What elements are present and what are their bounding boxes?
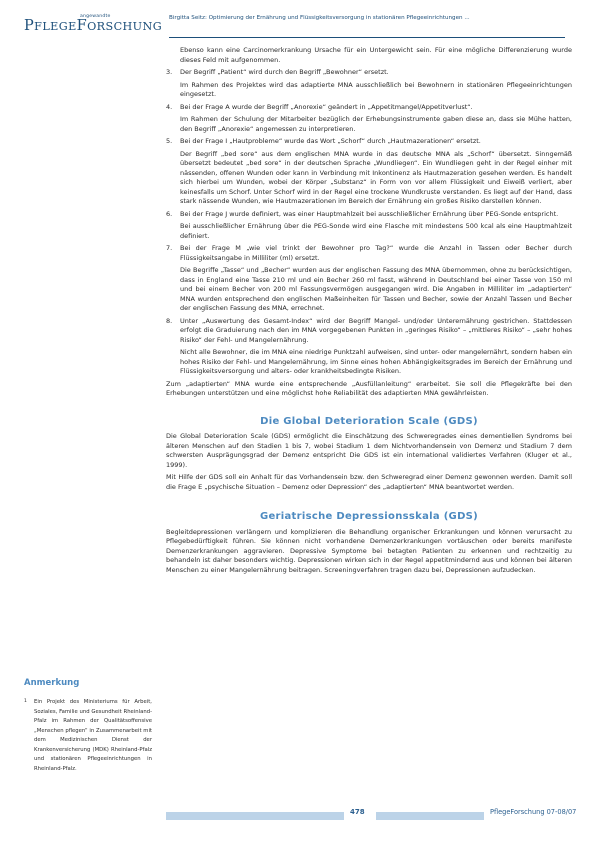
item-explanation: Bei ausschließlicher Ernährung über die PEG-Sonde wird eine Flasche mit mindestens 500 kcal als eine Hauptmahlzeit definiert. [180,222,572,240]
main-column [166,46,572,578]
item-explanation: Im Rahmen der Schulung der Mitarbeiter bezüglich der Erhebungsinstrumente gaben diese an, dass sie Mühe hatten, den Begriff „Anorexie“ angemessen zu interpretieren. [180,115,572,133]
list-item: 5. Bei der Frage I „Hautprobleme“ wurde das Wort „Schorf“ durch „Hautmazerationen“ ersetzt. Der Begriff „bed sore“ aus dem englischen MNA wurde in das deutsche MNA als „Schorf“ übersetzt. Sinngemäß übersetzt bedeutet „bed sore“ in der deutschen Sprache „Wundliegen“. Ein Wundliegen geht in der Regel einher mit nässenden, offenen Wunden oder kann in Verbindung mit Inkontinenz als Hautmazeration gesehen werden. Es handelt sich hierbei um Wunden, wobei der Körper „Substanz“ in Form von vor allem Flüssigkeit und Eiweiß verliert, aber keinesfalls um Schorf. Unter Schorf wird in der Regel eine trockene Wundkruste verstanden. Es liegt auf der Hand, dass stark nässende Wunden, wie Hautmazerationen im Bereich der Ernährung ein großes Risiko darstellen können. [166,137,572,205]
depression-paragraph: Begleitdepressionen verlängern und komplizieren die Behandlung organischer Erkrankungen und können verursacht zu Pflegebedürftigkeit führen. Sie können nicht vorhandene Demenzerkrankungen vortäuschen oder bereits manifeste Demenzerkrankungen aggravieren. Depressive Symptome bei betagten Patienten zu erkennen und rechtzeitig zu behandeln ist daher besonders wichtig. Depressionen wirken sich in der Regel appetitmindernd aus und können bei älteren Menschen zu einer Mangelernährung beitragen. Screeningverfahren tragen dazu bei, Depressionen aufzudecken. [166,527,572,574]
logo-subtitle: angewandte [80,14,111,19]
logo-wordmark: PFLEGEFORSCHUNG [24,18,163,34]
footnote [24,698,152,774]
item-statement: Der Begriff „Patient“ wird durch den Begriff „Bewohner“ ersetzt. [180,68,389,76]
journal-issue: PflegeForschung 07-08/07 [490,808,577,816]
list-item: 6. Bei der Frage J wurde definiert, was einer Hauptmahlzeit bei ausschließlicher Ernährung über PEG-Sonde entspricht. Bei ausschließlicher Ernährung über die PEG-Sonde wird eine Flasche mit mindestens 500 kcal als eine Hauptmahlzeit definiert. [166,209,572,240]
footnote-text: Ein Projekt des Ministeriums für Arbeit, Soziales, Familie und Gesundheit Rheinland-Pfalz im Rahmen der Qualitätsoffensive „Menschen pflegen“ in Zusammenarbeit mit dem Medizinischen Dienst der Krankenversicherung (MDK) Rheinland-Pfalz und stationären Pflegeeinrichtungen in Rheinland-Pfalz. [34,699,152,772]
item-explanation: Die Begriffe „Tasse“ und „Becher“ wurden aus der englischen Fassung des MNA übernommen, ohne zu berücksichtigen, dass in England eine Tasse 210 ml und ein Becher 260 ml fasst, während in Deutschland bei einer Tasse von 150 ml und bei einem Becher von 200 ml Fassungsvermögen ausgegangen wird. Die Angaben in Milliliter im „adaptierten“ MNA wurden entsprechend den englischen Maßeinheiten für Tassen und Becher, sowie der Anzahl Tassen und Becher der englischen Fassung des MNA, errechnet. [180,266,572,312]
list-item: 4. Bei der Frage A wurde der Begriff „Anorexie“ geändert in „Appetitmangel/Appetitverlust“. Im Rahmen der Schulung der Mitarbeiter bezüglich der Erhebungsinstrumente gaben diese an, dass sie Mühe hatten, den Begriff „Anorexie“ angemessen zu interpretieren. [166,102,572,133]
page-number: 478 [350,808,365,816]
running-head-bar [169,15,565,38]
list-item: 3. Der Begriff „Patient“ wird durch den Begriff „Bewohner“ ersetzt. Im Rahmen des Projektes wird das adaptierte MNA ausschließlich bei Bewohnern in stationären Pflegeeinrichtungen eingesetzt. [166,68,572,98]
section-heading-depression: Geriatrische Depressionsskala (GDS) [259,511,479,522]
item-statement: Bei der Frage A wurde der Begriff „Anorexie“ geändert in „Appetitmangel/Appetitverlust“. [180,102,473,111]
item-statement: Unter „Auswertung des Gesamt-Index“ wird der Begriff Mangel- und/oder Unterernährung gestrichen. Stattdessen erfolgt die Graduierung nach den im MNA vorgegebenen Punkten in „geringes Risiko“ – „mittleres Risiko“ – „sehr hohes Risiko“ der Fehl- und Mangelernährung. [180,316,572,344]
item-explanation: Im Rahmen des Projektes wird das adaptierte MNA ausschließlich bei Bewohnern in stationären Pflegeeinrichtungen eingesetzt. [180,80,572,98]
journal-logo [24,14,164,42]
item-explanation: Nicht alle Bewohner, die im MNA eine niedrige Punktzahl aufweisen, sind unter- oder mangelernährt, sondern haben ein hohes Risiko der Fehl- und Mangelernährung, im Sinne eines hohen Abhängigkeitsgrades im Bereich der Ernährung und Flüssigkeitsversorgung und alters- oder krankheitsbedingte Risiken. [180,348,572,375]
footer-bar-left [166,812,344,820]
section-heading-gds: Die Global Deterioration Scale (GDS) [260,415,478,427]
sidebar-note [24,678,152,774]
closing-paragraph: Zum „adaptierten“ MNA wurde eine entsprechende „Ausfüllanleitung“ erarbeitet. Sie soll die Pflegekräfte bei den Erhebungen unterstützen und eine möglichst hohe Reliabilität des adaptierten MNA gewährleisten. [166,379,572,397]
item-statement: Bei der Frage M „wie viel trinkt der Bewohner pro Tag?“ wurde die Anzahl in Tassen oder Becher durch Flüssigkeitsangabe in Milliliter (ml) ersetzt. [180,244,572,262]
sidebar-title: Anmerkung [24,678,80,688]
item-statement: Bei der Frage I „Hautprobleme“ wurde das Wort „Schorf“ durch „Hautmazerationen“ ersetzt. [180,137,481,145]
running-head: Birgitta Seitz: Optimierung der Ernährung und Flüssigkeitsversorgung in stationären Pflegeeinrichtungen ... [169,15,470,21]
page-header [0,0,595,46]
page-footer [0,806,595,832]
footer-bar-right [376,812,484,820]
intro-paragraph: Ebenso kann eine Carcinomerkrankung Ursache für ein Untergewicht sein. Für eine mögliche Differenzierung wurde dieses Feld mit aufgenommen. [180,46,572,64]
list-item: 7. Bei der Frage M „wie viel trinkt der Bewohner pro Tag?“ wurde die Anzahl in Tassen oder Becher durch Flüssigkeitsangabe in Milliliter (ml) ersetzt. Die Begriffe „Tasse“ und „Becher“ wurden aus der englischen Fassung des MNA übernommen, ohne zu berücksichtigen, dass in England eine Tasse 210 ml und ein Becher 260 ml fasst, während in Deutschland bei einer Tasse von 150 ml und bei einem Becher von 200 ml Fassungsvermögen ausgegangen wird. Die Angaben in Milliliter im „adaptierten“ MNA wurden entsprechend den englischen Maßeinheiten für Tassen und Becher, sowie der Anzahl Tassen und Becher der englischen Fassung des MNA, errechnet. [166,244,572,312]
gds-paragraph-2: Mit Hilfe der GDS soll ein Anhalt für das Vorhandensein bzw. den Schweregrad einer Demenz gewonnen werden. Damit soll die Frage E „psychische Situation – Demenz oder Depression“ des „adaptierten“ MNA beantwortet werden. [166,473,572,491]
item-statement: Bei der Frage J wurde definiert, was einer Hauptmahlzeit bei ausschließlicher Ernährung über PEG-Sonde entspricht. [180,209,559,218]
footnote-mark: 1 [24,699,27,704]
list-item: 8. Unter „Auswertung des Gesamt-Index“ wird der Begriff Mangel- und/oder Unterernährung gestrichen. Stattdessen erfolgt die Graduierung nach den im MNA vorgegebenen Punkten in „geringes Risiko“ – „mittleres Risiko“ – „sehr hohes Risiko“ der Fehl- und Mangelernährung. Nicht alle Bewohner, die im MNA eine niedrige Punktzahl aufweisen, sind unter- oder mangelernährt, sondern haben ein hohes Risiko der Fehl- und Mangelernährung, im Sinne eines hohen Abhängigkeitsgrades im Bereich der Ernährung und Flüssigkeitsversorgung und alters- oder krankheitsbedingte Risiken. [166,316,572,375]
adaptation-list [166,68,572,377]
gds-paragraph-1: Die Global Deterioration Scale (GDS) ermöglicht die Einschätzung des Schweregrades eines dementiellen Syndroms bei älteren Menschen auf den Stadien 1 bis 7, wobei Stadium 1 dem Nichtvorhandensein von Demenz und Stadium 7 dem schwersten Ausprägungsgrad der Demenz entspricht Die GDS ist ein international validiertes Verfahren (Kluger et al., 1999). [166,432,572,469]
item-explanation: Der Begriff „bed sore“ aus dem englischen MNA wurde in das deutsche MNA als „Schorf“ übersetzt. Sinngemäß übersetzt bedeutet „bed sore“ in der deutschen Sprache „Wundliegen“. Ein Wundliegen geht in der Regel einher mit nässenden, offenen Wunden oder kann in Verbindung mit Inkontinenz als Hautmazeration gesehen werden. Es handelt sich hierbei um Wunden, wobei der Körper „Substanz“ in Form von vor allem Flüssigkeit und Eiweiß verliert, aber keinesfalls um Schorf. Unter Schorf wird in der Regel eine trockene Wundkruste verstanden. Es liegt auf der Hand, dass stark nässende Wunden, wie Hautmazerationen im Bereich der Ernährung ein großes Risiko darstellen können. [180,149,572,205]
